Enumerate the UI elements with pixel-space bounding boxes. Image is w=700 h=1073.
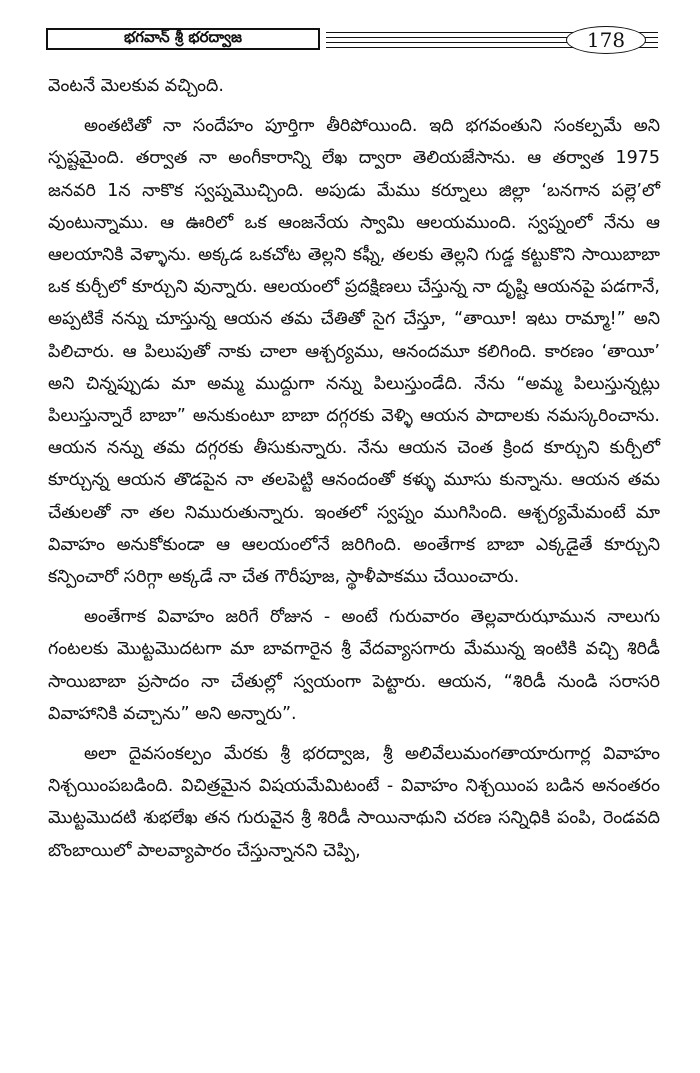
paragraph: అంతటితో నా సందేహం పూర్తిగా తీరిపోయింది. ఇది భగవంతుని సంకల్పమే అని స్పష్టమైంది. తర్వాత నా అంగీకారాన్ని లేఖ ద్వారా తెలియజేసాను. ఆ తర్వాత 1975 జనవరి 1న నాకొక స్వప్నమొచ్చింది. అపుడు మేము కర్నూలు జిల్లా ‘బనగాన పల్లె’లో వుంటున్నాము. ఆ ఊరిలో ఒక ఆంజనేయ స్వామి ఆలయముంది. స్వప్నంలో నేను ఆ ఆలయానికి వెళ్ళాను. అక్కడ ఒకచోట తెల్లని కఫ్నీ, తలకు తెల్లని గుడ్డ కట్టుకొని సాయిబాబా ఒక కుర్చీలో కూర్చుని వున్నారు. ఆలయంలో ప్రదక్షిణలు చేస్తున్న నా దృష్టి ఆయనపై పడగానే, అప్పటికే నన్ను చూస్తున్న ఆయన తమ చేతితో సైగ చేస్తూ, “తాయీ! ఇటు రామ్మా!” అని పిలిచారు. ఆ పిలుపుతో నాకు చాలా ఆశ్చర్యము, ఆనందమూ కలిగింది. కారణం ‘తాయీ’ అని చిన్నప్పుడు మా అమ్మ ముద్దుగా నన్ను పిలుస్తుండేది. నేను “అమ్మ పిలుస్తున్నట్లు పిలుస్తున్నారే బాబా” అనుకుంటూ బాబా దగ్గరకు వెళ్ళి ఆయన పాదాలకు నమస్కరించాను. ఆయన నన్ను తమ దగ్గరకు తీసుకున్నారు. నేను ఆయన చెంత క్రింద కూర్చుని కుర్చీలో కూర్చున్న ఆయన తొడపైన నా తలపెట్టి ఆనందంతో కళ్ళు మూసు కున్నాను. ఆయన తమ చేతులతో నా తల నిమురుతున్నారు. ఇంతలో స్వప్నం ముగిసింది. ఆశ్చర్యమేమంటే మా వివాహం అనుకోకుండా ఆ ఆలయంలోనే జరిగింది. అంతేగాక బాబా ఎక్కడైతే కూర్చుని కన్పించారో సరిగ్గా అక్కడే నా చేత గౌరీపూజ, స్థాళీపాకము చేయించారు.: [48, 116, 660, 588]
running-header: [46, 24, 658, 58]
page-number: 178: [566, 26, 646, 54]
header-rule: [326, 37, 581, 38]
body-text: [48, 70, 660, 875]
header-rule: [326, 32, 581, 33]
paragraph: వెంటనే మెలకువ వచ్చింది.: [48, 76, 224, 96]
paragraph: అంతేగాక వివాహం జరిగే రోజున - అంటే గురువారం తెల్లవారుఝామున నాలుగు గంటలకు మొట్టమొదటగా మా బావగారైన శ్రీ వేదవ్యాసగారు మేమున్న ఇంటికి వచ్చి శిరిడీ సాయిబాబా ప్రసాదం నా చేతుల్లో స్వయంగా పెట్టారు. ఆయన, “శిరిడీ నుండి సరాసరి వివాహానికి వచ్చాను” అని అన్నారు”.: [48, 607, 660, 724]
header-rule: [326, 42, 581, 43]
book-title: భగవాన్ శ్రీ భరద్వాజ: [46, 28, 320, 50]
paragraph: అలా దైవసంకల్పం మేరకు శ్రీ భరద్వాజ, శ్రీ అలివేలుమంగతాయారుగార్ల వివాహం నిశ్చయింపబడింది. విచిత్రమైన విషయమేమిటంటే - వివాహం నిశ్చయింప బడిన అనంతరం మొట్టమొదటి శుభలేఖ తన గురువైన శ్రీ శిరిడీ సాయినాథుని చరణ సన్నిధికి పంపి, రెండవది బొంబాయిలో పాలవ్యాపారం చేస్తున్నానని చెప్పి,: [48, 744, 660, 861]
header-rule: [326, 47, 581, 48]
